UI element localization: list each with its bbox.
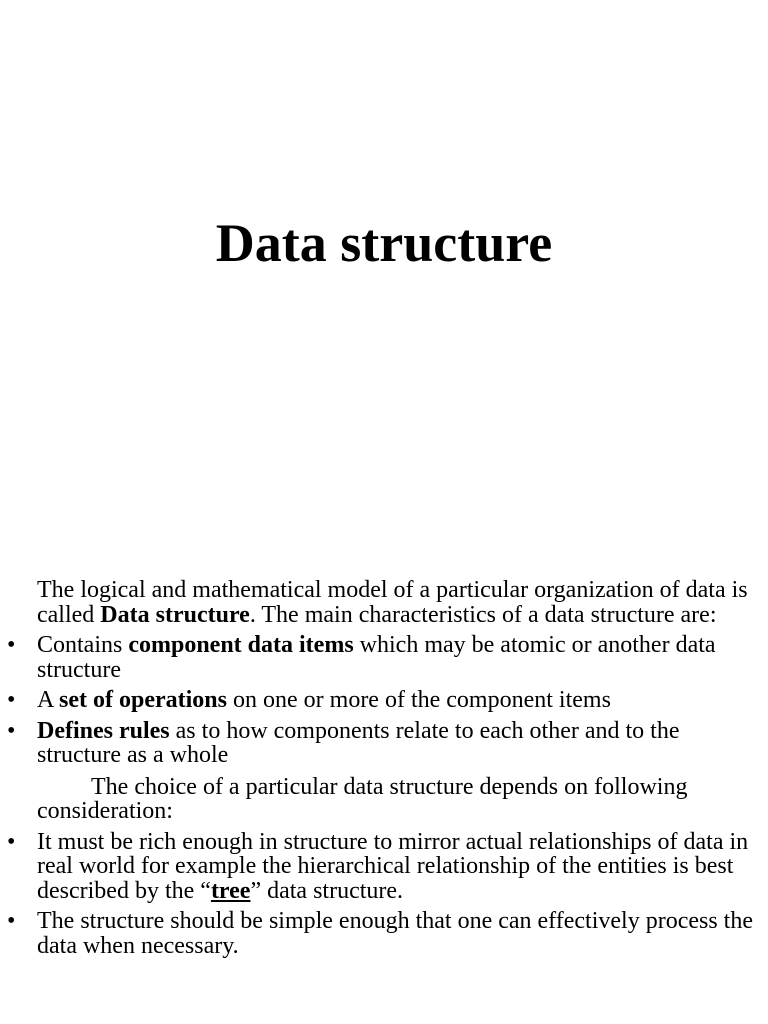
list-item	[0, 633, 768, 682]
list-item-text: as to how components relate to each other and to the structure as a whole	[37, 717, 680, 768]
bullet-icon: •	[7, 828, 16, 855]
slide-body	[0, 578, 768, 964]
list-item-text: A	[37, 687, 60, 713]
list-item-bold: Defines rules	[37, 717, 170, 744]
intro-paragraph	[0, 578, 768, 627]
bullet-icon: •	[7, 908, 16, 934]
intro-bold-term: Data structure	[100, 601, 250, 628]
slide-title: Data structure	[215, 213, 553, 273]
list-item	[0, 688, 768, 713]
list-item-text: ” data structure.	[250, 877, 404, 904]
list-item-text: The structure should be simple enough that one can effectively process the data when necessary.	[37, 908, 753, 959]
list-item-bold: set of operations	[59, 687, 227, 713]
bullet-icon: •	[7, 717, 16, 744]
list-item-text: Contains	[37, 632, 129, 658]
list-item-bold: component data items	[128, 632, 354, 658]
list-item	[0, 830, 768, 904]
consideration-paragraph: The choice of a particular data structure depends on following consideration:	[37, 773, 688, 824]
considerations-list	[0, 830, 768, 959]
bullet-icon: •	[7, 632, 16, 658]
list-item	[0, 719, 768, 768]
characteristics-list	[0, 633, 768, 768]
list-item-text: which may be atomic or another data structure	[37, 632, 716, 683]
list-item-text: on one or more of the component items	[227, 687, 611, 713]
list-item	[0, 909, 768, 958]
tree-term: tree	[210, 877, 251, 904]
list-item-text: It must be rich enough in structure to mirror actual relationships of data in real world for example the hierarchical relationship of the entities is best described by the “	[37, 828, 749, 904]
intro-text-2: . The main characteristics of a data structure are:	[249, 601, 717, 628]
intro-text-1: The logical and mathematical model of a particular organization of data is called	[37, 577, 748, 628]
bullet-icon: •	[7, 687, 16, 713]
